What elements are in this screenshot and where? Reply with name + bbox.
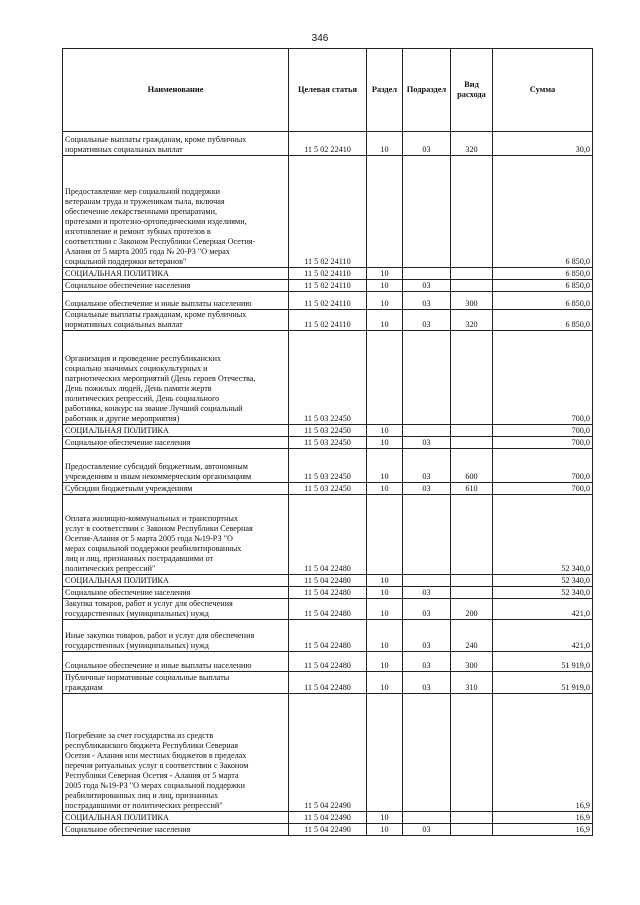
table-cell-section: 10 xyxy=(367,483,403,495)
table-cell-kind xyxy=(451,280,493,292)
table-cell-name: СОЦИАЛЬНАЯ ПОЛИТИКА xyxy=(63,812,289,824)
table-cell-name: Закупка товаров, работ и услуг для обеспечения государственных (муниципальных) нужд xyxy=(63,599,289,620)
budget-table xyxy=(62,48,593,836)
header-section: Раздел xyxy=(367,49,403,132)
table-cell-target: 11 5 04 22480 xyxy=(289,575,367,587)
table-cell-section: 10 xyxy=(367,812,403,824)
table-cell-amount: 700,0 xyxy=(493,331,593,425)
table-cell-kind xyxy=(451,495,493,575)
table-cell-subsection xyxy=(403,812,451,824)
table-row xyxy=(63,292,593,310)
table-row xyxy=(63,449,593,483)
table-cell-kind xyxy=(451,694,493,812)
table-cell-kind: 320 xyxy=(451,310,493,331)
table-cell-section xyxy=(367,156,403,268)
table-row xyxy=(63,425,593,437)
table-cell-section xyxy=(367,495,403,575)
table-cell-subsection: 03 xyxy=(403,292,451,310)
table-cell-target: 11 5 02 24110 xyxy=(289,310,367,331)
table-cell-subsection xyxy=(403,156,451,268)
table-cell-section: 10 xyxy=(367,672,403,694)
table-cell-name: СОЦИАЛЬНАЯ ПОЛИТИКА xyxy=(63,575,289,587)
table-cell-name: Публичные нормативные социальные выплаты гражданам xyxy=(63,672,289,694)
table-cell-kind xyxy=(451,824,493,836)
table-cell-subsection: 03 xyxy=(403,132,451,156)
table-cell-section: 10 xyxy=(367,824,403,836)
table-cell-name: Социальное обеспечение и иные выплаты населению xyxy=(63,652,289,672)
table-row xyxy=(63,587,593,599)
table-cell-amount: 700,0 xyxy=(493,449,593,483)
table-cell-name: Предоставление субсидий бюджетным, автономным учреждениям и иным некоммерческим организациям xyxy=(63,449,289,483)
table-row xyxy=(63,331,593,425)
table-cell-name: Предоставление мер социальной поддержки ветеранам труда и труженикам тыла, включая обеспечение лекарственными препаратами, протезами и протезно-ортопедическими изделиями, изготовление и ремонт зубных протезов в соответствии с Законом Республики Северная Осетия- Алания от 5 марта 2005 года № 20-РЗ "О мерах социальной поддержки ветеранов" xyxy=(63,156,289,268)
table-cell-section: 10 xyxy=(367,292,403,310)
table-cell-name: Оплата жилищно-коммунальных и транспортных услуг в соответствии с Законом Республики Северная Осетия-Алания от 5 марта 2005 года №19-РЗ "О мерах социальной поддержки реабилитированных лиц и лиц, признанных пострадавшими от политических репрессий" xyxy=(63,495,289,575)
table-cell-subsection: 03 xyxy=(403,280,451,292)
table-row xyxy=(63,156,593,268)
table-cell-kind: 240 xyxy=(451,620,493,652)
table-cell-section: 10 xyxy=(367,599,403,620)
table-cell-subsection xyxy=(403,331,451,425)
table-cell-name: Социальное обеспечение населения xyxy=(63,824,289,836)
table-row xyxy=(63,812,593,824)
table-cell-amount: 700,0 xyxy=(493,425,593,437)
table-cell-subsection: 03 xyxy=(403,449,451,483)
table-row xyxy=(63,652,593,672)
table-cell-subsection: 03 xyxy=(403,587,451,599)
table-cell-name: СОЦИАЛЬНАЯ ПОЛИТИКА xyxy=(63,425,289,437)
table-cell-target: 11 5 04 22480 xyxy=(289,587,367,599)
table-cell-subsection: 03 xyxy=(403,824,451,836)
table-cell-kind xyxy=(451,575,493,587)
table-row xyxy=(63,575,593,587)
table-cell-section xyxy=(367,331,403,425)
table-cell-amount: 52 340,0 xyxy=(493,495,593,575)
table-cell-target: 11 5 03 22450 xyxy=(289,437,367,449)
table-cell-amount: 700,0 xyxy=(493,483,593,495)
table-cell-kind xyxy=(451,156,493,268)
table-cell-kind: 610 xyxy=(451,483,493,495)
table-cell-amount: 700,0 xyxy=(493,437,593,449)
table-cell-kind xyxy=(451,812,493,824)
table-cell-target: 11 5 03 22450 xyxy=(289,425,367,437)
table-body xyxy=(63,132,593,836)
table-cell-subsection xyxy=(403,268,451,280)
table-cell-subsection: 03 xyxy=(403,652,451,672)
table-cell-kind: 600 xyxy=(451,449,493,483)
table-row xyxy=(63,132,593,156)
table-cell-target: 11 5 04 22490 xyxy=(289,824,367,836)
table-cell-subsection: 03 xyxy=(403,310,451,331)
table-cell-name: Погребение за счет государства из средств республиканского бюджета Республики Северная Осетия - Алания или местных бюджетов в пределах перечня ритуальных услуг в соответствии с Законом Республики Северная Осетия - Алания от 5 марта 2005 года №19-РЗ "О мерах социальной поддержки реабилитированных лиц и лиц, признанных пострадавшими от политических репрессий" xyxy=(63,694,289,812)
table-cell-amount: 6 850,0 xyxy=(493,292,593,310)
header-name: Наименование xyxy=(63,49,289,132)
table-cell-section xyxy=(367,694,403,812)
table-row xyxy=(63,620,593,652)
table-cell-target: 11 5 04 22480 xyxy=(289,599,367,620)
table-cell-subsection: 03 xyxy=(403,599,451,620)
table-cell-section: 10 xyxy=(367,310,403,331)
table-cell-subsection: 03 xyxy=(403,437,451,449)
table-cell-name: Иные закупки товаров, работ и услуг для обеспечения государственных (муниципальных) нужд xyxy=(63,620,289,652)
table-row xyxy=(63,672,593,694)
table-cell-name: СОЦИАЛЬНАЯ ПОЛИТИКА xyxy=(63,268,289,280)
table-cell-target: 11 5 04 22480 xyxy=(289,620,367,652)
table-cell-target: 11 5 04 22480 xyxy=(289,652,367,672)
table-cell-target: 11 5 04 22490 xyxy=(289,812,367,824)
table-row xyxy=(63,495,593,575)
table-cell-target: 11 5 03 22450 xyxy=(289,483,367,495)
page-number: 346 xyxy=(311,33,329,44)
table-cell-name: Социальное обеспечение населения xyxy=(63,280,289,292)
header-amount: Сумма xyxy=(493,49,593,132)
table-cell-kind xyxy=(451,425,493,437)
table-cell-amount: 52 340,0 xyxy=(493,575,593,587)
table-row xyxy=(63,310,593,331)
table-cell-amount: 6 850,0 xyxy=(493,310,593,331)
table-cell-name: Социальное обеспечение и иные выплаты населению xyxy=(63,292,289,310)
table-cell-amount: 30,0 xyxy=(493,132,593,156)
table-cell-subsection xyxy=(403,694,451,812)
table-cell-amount: 16,9 xyxy=(493,812,593,824)
table-cell-subsection xyxy=(403,575,451,587)
table-cell-section: 10 xyxy=(367,620,403,652)
table-cell-amount: 51 919,0 xyxy=(493,672,593,694)
table-cell-kind: 300 xyxy=(451,292,493,310)
table-cell-amount: 421,0 xyxy=(493,620,593,652)
table-cell-section: 10 xyxy=(367,268,403,280)
table-cell-target: 11 5 03 22450 xyxy=(289,331,367,425)
table-cell-subsection: 03 xyxy=(403,620,451,652)
table-cell-section: 10 xyxy=(367,449,403,483)
table-cell-amount: 6 850,0 xyxy=(493,156,593,268)
table-cell-subsection xyxy=(403,425,451,437)
table-row xyxy=(63,694,593,812)
table-cell-kind xyxy=(451,587,493,599)
table-cell-target: 11 5 03 22450 xyxy=(289,449,367,483)
table-cell-amount: 421,0 xyxy=(493,599,593,620)
table-cell-name: Социальное обеспечение населения xyxy=(63,587,289,599)
table-cell-amount: 6 850,0 xyxy=(493,280,593,292)
table-cell-kind: 320 xyxy=(451,132,493,156)
table-cell-target: 11 5 02 24110 xyxy=(289,156,367,268)
table-cell-kind: 300 xyxy=(451,652,493,672)
table-cell-section: 10 xyxy=(367,437,403,449)
header-kind: Вид расхода xyxy=(451,49,493,132)
table-cell-kind xyxy=(451,268,493,280)
table-cell-section: 10 xyxy=(367,652,403,672)
table-cell-section: 10 xyxy=(367,280,403,292)
table-row xyxy=(63,599,593,620)
table-row xyxy=(63,824,593,836)
table-cell-subsection: 03 xyxy=(403,483,451,495)
table-cell-target: 11 5 02 24110 xyxy=(289,292,367,310)
table-cell-subsection: 03 xyxy=(403,672,451,694)
table-cell-name: Социальное обеспечение населения xyxy=(63,437,289,449)
table-cell-kind xyxy=(451,437,493,449)
table-row xyxy=(63,268,593,280)
table-cell-target: 11 5 02 24110 xyxy=(289,268,367,280)
table-row xyxy=(63,280,593,292)
table-cell-target: 11 5 04 22480 xyxy=(289,495,367,575)
table-cell-target: 11 5 02 24110 xyxy=(289,280,367,292)
header-target: Целевая статья xyxy=(289,49,367,132)
table-cell-kind xyxy=(451,331,493,425)
table-cell-name: Организация и проведение республиканских социально значимых социокультурных и патриотических мероприятий (День героев Отечества, День пожилых людей, День памяти жертв политических репрессий, День социального работника, конкурс на звание Лучший социальный работник и другие мероприятия) xyxy=(63,331,289,425)
table-cell-name: Социальные выплаты гражданам, кроме публичных нормативных социальных выплат xyxy=(63,132,289,156)
table-cell-section: 10 xyxy=(367,132,403,156)
table-cell-amount: 16,9 xyxy=(493,824,593,836)
table-row xyxy=(63,483,593,495)
table-cell-amount: 6 850,0 xyxy=(493,268,593,280)
header-subsection: Подраздел xyxy=(403,49,451,132)
table-cell-subsection xyxy=(403,495,451,575)
table-header-row xyxy=(63,49,593,132)
table-cell-section: 10 xyxy=(367,575,403,587)
table-cell-name: Субсидии бюджетным учреждениям xyxy=(63,483,289,495)
table-cell-amount: 52 340,0 xyxy=(493,587,593,599)
table-cell-amount: 16,9 xyxy=(493,694,593,812)
table-cell-name: Социальные выплаты гражданам, кроме публичных нормативных социальных выплат xyxy=(63,310,289,331)
table-cell-target: 11 5 02 22410 xyxy=(289,132,367,156)
table-cell-amount: 51 919,0 xyxy=(493,652,593,672)
table-row xyxy=(63,437,593,449)
table-cell-kind: 310 xyxy=(451,672,493,694)
table-cell-kind: 200 xyxy=(451,599,493,620)
table-cell-target: 11 5 04 22480 xyxy=(289,672,367,694)
table-cell-section: 10 xyxy=(367,425,403,437)
table-cell-target: 11 5 04 22490 xyxy=(289,694,367,812)
table-cell-section: 10 xyxy=(367,587,403,599)
